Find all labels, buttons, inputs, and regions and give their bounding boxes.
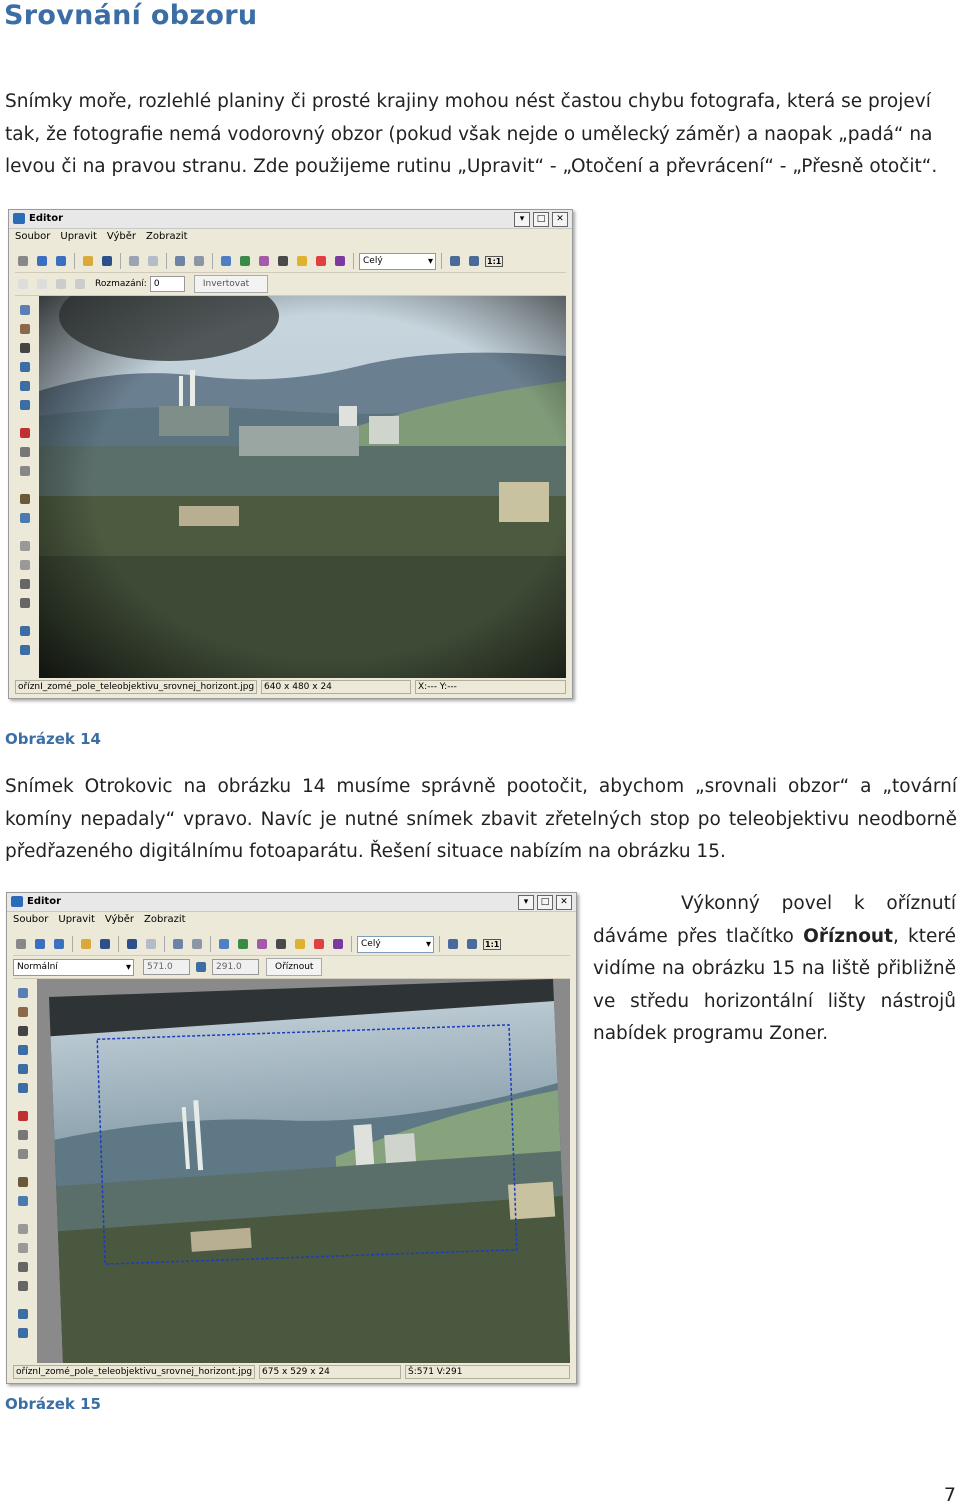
new-icon[interactable]	[13, 936, 29, 952]
undo-icon[interactable]	[124, 936, 140, 952]
page-number: 7	[943, 1484, 956, 1506]
side-text	[593, 888, 956, 1051]
layer-icon[interactable]	[17, 623, 33, 639]
paste-icon[interactable]	[189, 936, 205, 952]
maximize-icon[interactable]: □	[537, 895, 553, 910]
zoom-icon[interactable]	[15, 985, 31, 1001]
invert-button[interactable]: Invertovat	[194, 275, 268, 293]
brightness-icon[interactable]	[292, 936, 308, 952]
status-filename: oříznI_zomé_pole_teleobjektivu_srovnej_horizont.jpg	[13, 1365, 255, 1379]
menu-upravit[interactable]: Upravit	[58, 914, 95, 925]
menu-soubor[interactable]: Soubor	[15, 231, 51, 242]
brightness-icon[interactable]	[294, 253, 310, 269]
app-icon	[11, 896, 23, 907]
blur-input[interactable]: 0	[150, 276, 185, 292]
title-bar	[9, 210, 572, 229]
title-bar	[7, 893, 576, 912]
grid-icon[interactable]	[15, 1325, 31, 1341]
intro-paragraph	[5, 86, 957, 184]
tool-options-bar	[13, 956, 570, 979]
redo-icon[interactable]	[145, 253, 161, 269]
undo-icon[interactable]	[126, 253, 142, 269]
hand-icon[interactable]	[15, 1004, 31, 1020]
close-icon[interactable]: ✕	[552, 212, 568, 227]
red-eye-icon[interactable]	[17, 425, 33, 441]
page-title: Srovnání obzoru	[4, 0, 258, 31]
menu-vyber[interactable]: Výběr	[106, 231, 137, 242]
app-icon	[13, 213, 25, 224]
eraser-icon[interactable]	[17, 463, 33, 479]
resize-icon[interactable]	[256, 253, 272, 269]
image-canvas[interactable]	[39, 296, 566, 678]
redo-icon[interactable]	[143, 936, 159, 952]
window-title: Editor	[29, 213, 63, 224]
paragraph-2-line-1: Snímek Otrokovic na obrázku 14 musíme správně pootočit, abychom „srovnali obzor“ a „tovární	[5, 776, 957, 797]
save-icon[interactable]	[99, 253, 115, 269]
close-icon[interactable]: ✕	[556, 895, 572, 910]
subtract-shape-icon[interactable]	[72, 276, 88, 292]
magic-wand-icon[interactable]	[15, 1278, 31, 1294]
back-arrow-icon[interactable]	[34, 253, 50, 269]
paragraph-2-line-2: komíny nepadaly“ vpravo. Navíc je nutné snímek zbavit zřetelných stop po teleobjektivu neodborně	[5, 808, 957, 830]
levels-icon[interactable]	[332, 253, 348, 269]
one-to-one-button[interactable]: 1:1	[487, 256, 502, 266]
crop-icon[interactable]	[15, 1023, 31, 1039]
editor-window-figure-14	[8, 209, 573, 699]
rotate-icon[interactable]	[218, 253, 234, 269]
grid-icon[interactable]	[17, 642, 33, 658]
crop-mode-combo[interactable]: Normální ▾	[13, 959, 134, 976]
menu-bar	[9, 229, 572, 245]
side-text-line-3: vidíme na obrázku 15 na liště přibližně	[593, 958, 956, 979]
zoom-combo[interactable]: Celý ▾	[357, 936, 434, 953]
status-filename: oříznI_zomé_pole_teleobjektivu_srovnej_horizont.jpg	[15, 680, 257, 694]
left-toolbox	[13, 985, 33, 1341]
menu-zobrazit[interactable]: Zobrazit	[146, 231, 188, 242]
status-bar	[15, 680, 566, 694]
minimize-icon[interactable]: ▾	[514, 212, 530, 227]
paragraph-2	[5, 771, 957, 869]
clone-stamp-icon[interactable]	[15, 1127, 31, 1143]
transform-icon[interactable]	[17, 397, 33, 413]
fit-icon[interactable]	[445, 936, 461, 952]
menu-bar	[7, 912, 576, 928]
open-folder-icon[interactable]	[80, 253, 96, 269]
status-image-size: 640 x 480 x 24	[261, 680, 411, 694]
fill-icon[interactable]	[15, 1193, 31, 1209]
levels-icon[interactable]	[330, 936, 346, 952]
side-text-line-2-post: , které	[892, 925, 956, 947]
eraser-icon[interactable]	[15, 1146, 31, 1162]
figure-15-caption: Obrázek 15	[5, 1395, 101, 1413]
intro-line-1: Snímky moře, rozlehlé planiny či prosté krajiny mohou nést častou chybu fotografa, která se projeví	[5, 91, 931, 112]
brush-icon[interactable]	[15, 1174, 31, 1190]
crop-button-reference: Oříznout	[803, 925, 893, 947]
left-toolbox	[15, 302, 35, 658]
minimize-icon[interactable]: ▾	[518, 895, 534, 910]
effect-icon[interactable]	[273, 936, 289, 952]
intro-line-3: levou či na pravou stranu. Zde použijeme rutinu „Upravit“ - „Otočení a převrácení“ - „Přesně otočit“.	[5, 156, 938, 177]
fit-icon[interactable]	[447, 253, 463, 269]
window-title: Editor	[27, 896, 61, 907]
status-coords: X:--- Y:---	[415, 680, 566, 694]
fullscreen-icon[interactable]	[464, 936, 480, 952]
crop-width-input[interactable]: 571.0	[143, 959, 190, 975]
swap-dimensions-icon[interactable]	[193, 959, 209, 975]
image-canvas[interactable]	[37, 979, 570, 1363]
ellipse-shape-icon[interactable]	[34, 276, 50, 292]
paragraph-2-line-3: předřazeného digitálnímu fotoaparátu. Řešení situace nabízím na obrázku 15.	[5, 841, 726, 862]
perspective-icon[interactable]	[17, 378, 33, 394]
rect-shape-icon[interactable]	[15, 276, 31, 292]
forward-arrow-icon[interactable]	[51, 936, 67, 952]
rotate-icon[interactable]	[216, 936, 232, 952]
new-icon[interactable]	[15, 253, 31, 269]
brush-icon[interactable]	[17, 491, 33, 507]
blur-label: Rozmazání:	[95, 279, 147, 289]
flip-icon[interactable]	[237, 253, 253, 269]
crop-icon[interactable]	[17, 340, 33, 356]
effect-icon[interactable]	[275, 253, 291, 269]
layer-icon[interactable]	[15, 1306, 31, 1322]
rotated-landscape-photo	[37, 979, 570, 1363]
zoom-combo[interactable]: Celý ▾	[359, 253, 436, 270]
color-icon[interactable]	[313, 253, 329, 269]
color-icon[interactable]	[311, 936, 327, 952]
menu-vyber[interactable]: Výběr	[104, 914, 135, 925]
figure-14-caption: Obrázek 14	[5, 730, 101, 748]
main-toolbar	[13, 933, 570, 956]
main-toolbar	[15, 250, 566, 273]
side-text-line-4: ve středu horizontální lišty nástrojů	[593, 990, 956, 1012]
clone-stamp-icon[interactable]	[17, 444, 33, 460]
maximize-icon[interactable]: □	[533, 212, 549, 227]
flip-icon[interactable]	[235, 936, 251, 952]
straighten-icon[interactable]	[17, 359, 33, 375]
select-ellipse-icon[interactable]	[15, 1240, 31, 1256]
hand-icon[interactable]	[17, 321, 33, 337]
one-to-one-button[interactable]: 1:1	[485, 939, 500, 949]
status-selection-size: Š:571 V:291	[405, 1365, 570, 1379]
transform-icon[interactable]	[15, 1080, 31, 1096]
fill-icon[interactable]	[17, 510, 33, 526]
side-text-line-5: nabídek programu Zoner.	[593, 1023, 829, 1044]
open-folder-icon[interactable]	[78, 936, 94, 952]
magic-wand-icon[interactable]	[17, 595, 33, 611]
crop-button[interactable]: Oříznout	[266, 958, 322, 976]
menu-zobrazit[interactable]: Zobrazit	[144, 914, 186, 925]
menu-upravit[interactable]: Upravit	[60, 231, 97, 242]
crop-height-input[interactable]: 291.0	[212, 959, 259, 975]
copy-icon[interactable]	[170, 936, 186, 952]
straighten-icon[interactable]	[15, 1042, 31, 1058]
status-image-size: 675 x 529 x 24	[259, 1365, 401, 1379]
side-text-line-2-pre: dáváme přes tlačítko	[593, 925, 804, 947]
tool-options-bar	[15, 273, 566, 296]
red-eye-icon[interactable]	[15, 1108, 31, 1124]
side-text-line-2	[593, 921, 956, 954]
perspective-icon[interactable]	[15, 1061, 31, 1077]
side-text-line-1: Výkonný povel k oříznutí	[681, 893, 956, 914]
select-rect-icon[interactable]	[15, 1221, 31, 1237]
editor-window-figure-15	[6, 892, 577, 1384]
lasso-icon[interactable]	[15, 1259, 31, 1275]
intro-line-2: tak, že fotografie nemá vodorovný obzor (pokud však nejde o umělecký záměr) a naopak „padá“ na	[5, 123, 933, 145]
menu-soubor[interactable]: Soubor	[13, 914, 49, 925]
resize-icon[interactable]	[254, 936, 270, 952]
save-icon[interactable]	[97, 936, 113, 952]
select-rect-icon[interactable]	[17, 538, 33, 554]
select-ellipse-icon[interactable]	[17, 557, 33, 573]
landscape-photo	[39, 296, 566, 678]
paste-icon[interactable]	[191, 253, 207, 269]
add-shape-icon[interactable]	[53, 276, 69, 292]
back-arrow-icon[interactable]	[32, 936, 48, 952]
lasso-icon[interactable]	[17, 576, 33, 592]
fullscreen-icon[interactable]	[466, 253, 482, 269]
forward-arrow-icon[interactable]	[53, 253, 69, 269]
copy-icon[interactable]	[172, 253, 188, 269]
status-bar	[13, 1365, 570, 1379]
zoom-icon[interactable]	[17, 302, 33, 318]
